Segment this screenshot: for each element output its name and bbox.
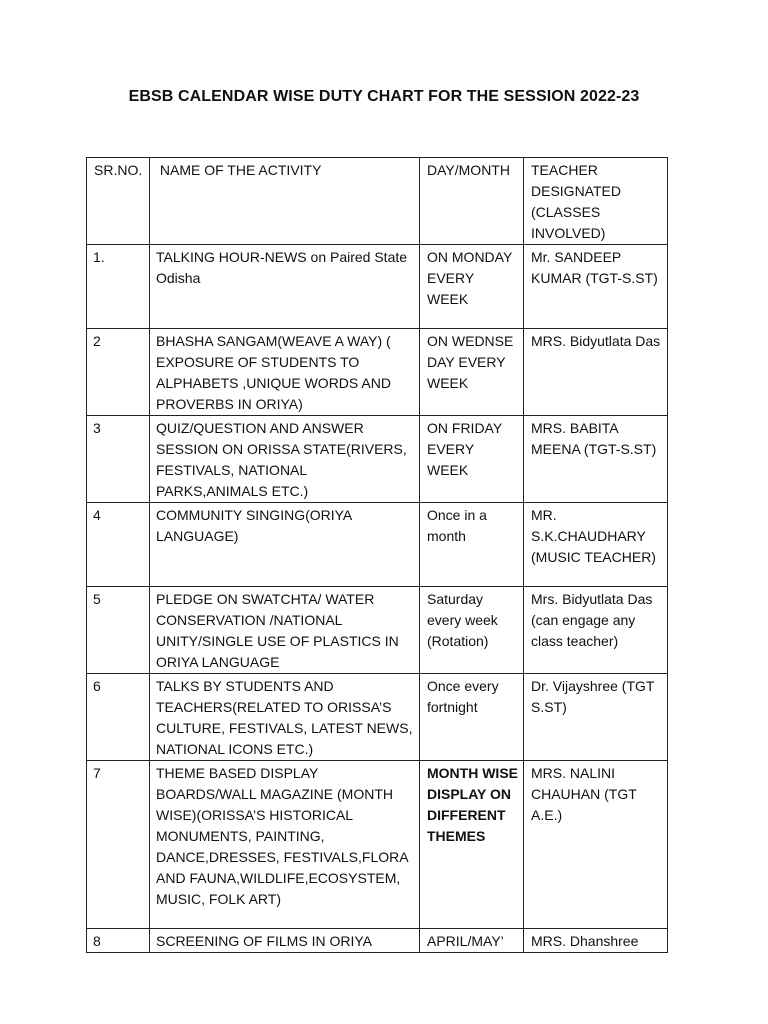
table-row <box>87 503 668 587</box>
table-row <box>87 761 668 929</box>
row-teacher: MRS. Bidyutlata Das <box>524 329 668 416</box>
row-teacher: MRS. Dhanshree <box>524 929 668 953</box>
row-teacher: Dr. Vijayshree (TGT S.ST) <box>524 674 668 761</box>
row-day: ON MONDAY EVERY WEEK <box>420 245 524 329</box>
row-sr-no: 3 <box>87 416 150 503</box>
row-teacher: Mrs. Bidyutlata Das (can engage any class teacher) <box>524 587 668 674</box>
row-sr-no: 8 <box>87 929 150 953</box>
table-row <box>87 929 668 953</box>
header-teacher: TEACHER DESIGNATED (CLASSES INVOLVED) <box>524 158 668 245</box>
row-sr-no: 5 <box>87 587 150 674</box>
page-title: EBSB CALENDAR WISE DUTY CHART FOR THE SESSION 2022-23 <box>128 88 640 105</box>
table-row <box>87 674 668 761</box>
header-activity: NAME OF THE ACTIVITY <box>150 158 420 245</box>
row-sr-no: 6 <box>87 674 150 761</box>
row-activity: COMMUNITY SINGING(ORIYA LANGUAGE) <box>150 503 420 587</box>
header-sr-no: SR.NO. <box>87 158 150 245</box>
row-activity: BHASHA SANGAM(WEAVE A WAY) ( EXPOSURE OF STUDENTS TO ALPHABETS ,UNIQUE WORDS AND PROVERBS IN ORIYA) <box>150 329 420 416</box>
row-sr-no: 1. <box>87 245 150 329</box>
row-teacher: MRS. BABITA MEENA (TGT-S.ST) <box>524 416 668 503</box>
row-activity: TALKS BY STUDENTS AND TEACHERS(RELATED TO ORISSA’S CULTURE, FESTIVALS, LATEST NEWS, NATIONAL ICONS ETC.) <box>150 674 420 761</box>
row-activity: THEME BASED DISPLAY BOARDS/WALL MAGAZINE (MONTH WISE)(ORISSA’S HISTORICAL MONUMENTS, PAINTING, DANCE,DRESSES, FESTIVALS,FLORA AND FAUNA,WILDLIFE,ECOSYSTEM, MUSIC, FOLK ART) <box>150 761 420 929</box>
row-teacher: MR. S.K.CHAUDHARY (MUSIC TEACHER) <box>524 503 668 587</box>
row-day: ON WEDNSEDAY EVERY WEEK <box>420 329 524 416</box>
table-row <box>87 329 668 416</box>
row-activity: QUIZ/QUESTION AND ANSWER SESSION ON ORISSA STATE(RIVERS, FESTIVALS, NATIONAL PARKS,ANIMALS ETC.) <box>150 416 420 503</box>
row-day: APRIL/MAY’ <box>420 929 524 953</box>
table-row <box>87 245 668 329</box>
row-teacher: Mr. SANDEEP KUMAR (TGT-S.ST) <box>524 245 668 329</box>
row-day: Saturday every week (Rotation) <box>420 587 524 674</box>
table-header-row <box>87 158 668 245</box>
row-activity: PLEDGE ON SWATCHTA/ WATER CONSERVATION /NATIONAL UNITY/SINGLE USE OF PLASTICS IN ORIYA LANGUAGE <box>150 587 420 674</box>
row-sr-no: 7 <box>87 761 150 929</box>
row-day: Once in a month <box>420 503 524 587</box>
table-row <box>87 416 668 503</box>
table-row <box>87 587 668 674</box>
row-day: ON FRIDAY EVERY WEEK <box>420 416 524 503</box>
row-sr-no: 2 <box>87 329 150 416</box>
duty-chart-table <box>86 157 668 953</box>
row-teacher: MRS. NALINI CHAUHAN (TGT A.E.) <box>524 761 668 929</box>
header-day-month: DAY/MONTH <box>420 158 524 245</box>
row-sr-no: 4 <box>87 503 150 587</box>
row-day: MONTH WISE DISPLAY ON DIFFERENT THEMES <box>420 761 524 929</box>
row-activity: TALKING HOUR-NEWS on Paired State Odisha <box>150 245 420 329</box>
row-day: Once every fortnight <box>420 674 524 761</box>
row-activity: SCREENING OF FILMS IN ORIYA <box>150 929 420 953</box>
